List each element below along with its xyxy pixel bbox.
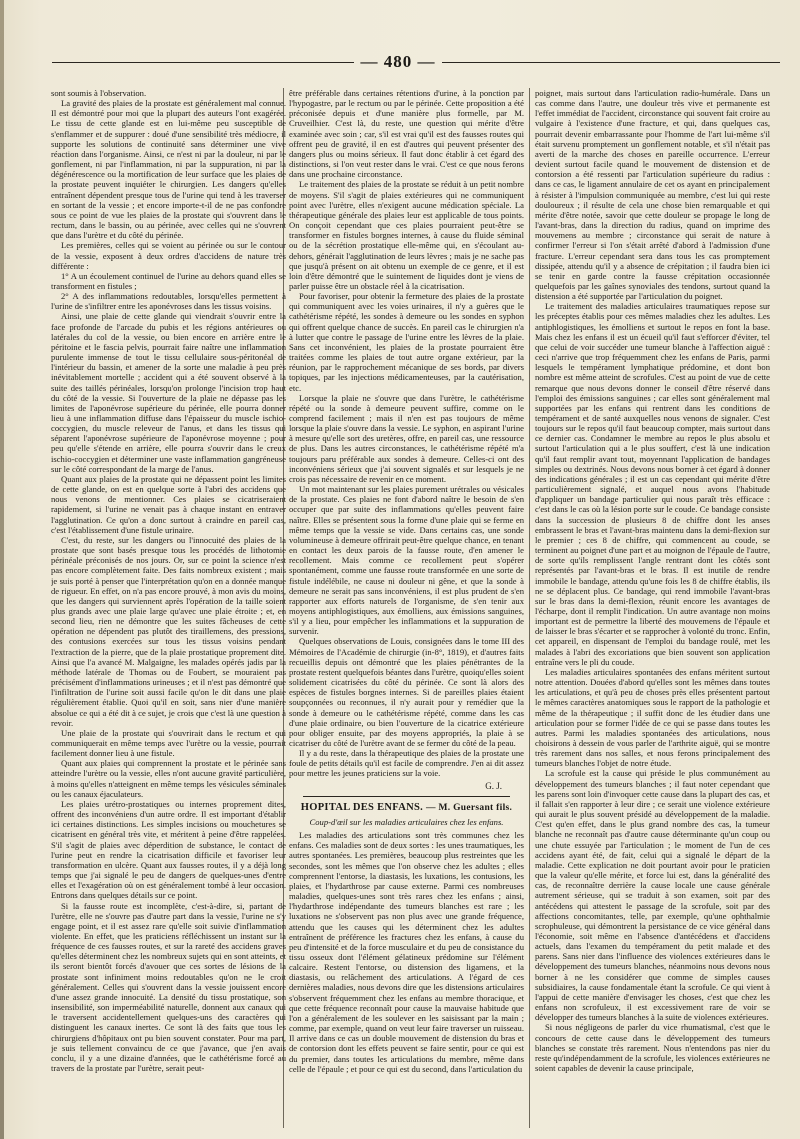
section-subtitle: Coup-d'œil sur les maladies articulaires chez les enfans.: [309, 816, 504, 827]
paragraph: C'est, du reste, sur les dangers ou l'innocuité des plaies de la prostate que sont basés presque tous les procédés de lithotomie périnéale préconisés de nos jours. Or, sur ce point la science n'est pas encore complètement faite. Des faits nombreux existent ; mais je suis porté à penser que l'interprétation qu'on en a donnée manque de rigueur. En effet, on n'a pas encore prouvé, à mon avis du moins, que les dangers qui surviennent après l'opération de la taille soient plus grands avec une plaie large qu'avec une plaie étroite ; et, en second lieu, rien ne démontre que les suites fâcheuses de cette opération ne dépendent pas plutôt des tiraillemens, des pressions, des contusions exercées sur tous les tissus voisins pendant l'extraction de la pierre, que de la plaie prostatique proprement dite. Ainsi que l'a avancé M. Malgaigne, les malades opérés jadis par la méthode latérale de Thomas ou de Foubert, se mouraient pas précisément d'inflammations urineuses ; et il n'est pas démontré que l'infiltration de l'urine soit aussi facile qu'on le dit dans une plaie régulièrement établie. Quoi qu'il en soit, sans nier d'une manière absolue ce qui a été dit à ce sujet, je crois que c'est là une question à revoir.: [51, 534, 286, 728]
column-middle: [289, 88, 524, 1133]
header-rule-right: [442, 62, 780, 63]
section-author: — M. Guersant fils.: [426, 802, 513, 813]
paragraph: La scrofule est la cause qui préside le plus communément au développement des tumeurs blanches ; il faut noter cependant que les parens sont loin d'invoquer cette cause dans la plupart des cas, et il fallait s'en rapporter à leur dire ; ce serait une violence extérieure qui aurait le plus souvent présidé au développement de la maladie. C'est qu'en effet, dans le plus grand nombre des cas, la tumeur blanche ne reconnaît pas d'autre cause déterminante qu'un coup ou une chute essuyée par l'articulation ; le moment de l'un de ces accidens ayant été, de fait, celui qui a signalé le départ de la maladie. Cette explication ne doit pourtant avoir pour le praticien que la valeur qu'elle mérite, et force lui est, dans la généralité des cas, de reconnaître derrière la cause locale une cause générale autrement sérieuse, qui se traduit à son examen, soit par des antécédens qui attestent le passage de la scrofule, soit par des affections concomitantes, telle, par exemple, qu'une ophthalmie scrophuleuse, qui démontrent la persistance de ce vice général dans l'économie, soit même en l'absence d'antécédens et d'accidens actuels, dans l'examen du tempérament du petit malade et des parens. Sans nier dans l'influence des violences extérieures dans le développement des tumeurs blanches, néanmoins nous devons nous borner à ne les considérer que comme de simples causes subsidiaires, la cause fondamentale étant la scrofule. Ce qui vient à l'appui de cette manière d'envisager les choses, c'est que chez les enfans non scrofuleux, il est excessivement rare de voir se développer des tumeurs blanches à la suite de violences extérieures.: [535, 768, 770, 1023]
section-heading: [289, 803, 524, 813]
column-divider: [529, 88, 530, 1128]
paragraph: Si la fausse route est incomplète, c'est-à-dire, si, partant de l'urètre, elle ne s'ouvre pas d'autre part dans la vessie, l'urine ne s'y engage point, et il est assez rare qu'elle soit suivie d'inflammation violente. En effet, que les praticiens réfléchissent un instant sur la fréquence de ces fausses routes, et sur la rareté des accidens graves qu'elles déterminent chez les nombreux sujets qui en sont atteints, et ils seront bientôt forcés d'avouer que ces sortes de lésions de la prostate sont infiniment moins redoutables qu'on ne le croit généralement. Celles qui s'ouvrent dans la vessie jouissent encore d'une assez grande innocuité. La densité du tissu prostatique, son insensibilité, son imperméabilité naturelle, donnent aux canaux qui le traversent accidentellement quelques-uns des caractères qui distinguent les canaux inertes. Ce sont là des faits que tous les chirurgiens d'hôpitaux ont pu bien souvent constater. Pour ma part, je suis tellement convaincu de ce que j'avance, que j'en avais conclu, il y a une dizaine d'années, que le cathétérisme forcé au travers de la prostate par l'urètre, serait peut-: [51, 900, 286, 1073]
header-rule-left: [52, 62, 354, 63]
article-signature: G. J.: [485, 780, 502, 791]
paragraph: La gravité des plaies de la prostate est généralement mal connue. Il est démontré pour moi que la plupart des auteurs l'ont exagérée. Le tissu de cette glande est en lui-même peu susceptible de s'enflammer et de suppurer : doué d'une sensibilité très médiocre, il supporte les solutions de continuité sans déterminer une vive réaction dans l'organisme. Ainsi, ce n'est ni par la douleur, ni par le gonflement, ni par l'inflammation, ni par la suppuration, ni par la dégénérescence ou la mortification de leur surface que les plaies de la prostate peuvent inquiéter le chirurgien. Les dangers qu'elles entraînent dépendent presque tous de l'urine qui tend à les traverser en sortant de la vessie ; et encore importe-t-il de ne pas confondre sous ce point de vue les plaies de la prostate qui s'ouvrent dans le rectum, dans le bassin, ou au périnée, avec celles qui ne s'ouvrent que dans l'urètre et du côté du périnée.: [51, 98, 286, 241]
paragraph: Si nous négligeons de parler du vice rhumatismal, c'est que le concours de cette cause dans le développement des tumeurs blanches se constate très rarement. Nous n'entendons pas nier du reste qu'indépendamment de la scrofule, les violences extérieures ne soient capables de devenir la cause principale,: [535, 1022, 770, 1073]
paragraph: être préférable dans certaines rétentions d'urine, à la ponction par l'hypogastre, par le rectum ou par le périnée. Cette proposition a été préconisée depuis et d'une manière plus formelle, par M. Cruveilhier. C'est là, du reste, une question qui mérite d'être examinée avec soin ; car, s'il est vrai qu'il est des fausses routes qui offrent peu de gravité, il en est d'autres qui peuvent présenter des dangers plus ou moins sérieux. Il faut donc établir à cet égard des distinctions, si l'on veut rester dans le vrai. C'est ce que nous ferons dans une prochaine circonstance.: [289, 88, 524, 180]
section-title: HOPITAL DES ENFANS.: [300, 801, 424, 813]
paragraph: Pour favoriser, pour obtenir la fermeture des plaies de la prostate qui communiquent avec les voies urinaires, il n'y a guères que le cathétérisme répété, les sondes à demeure ou les sondes en syphon qui offrent quelque chance de succès. En pareil cas le chirurgien n'a à lutter que contre le passage de l'urine entre les lèvres de la plaie. Sans cet inconvénient, les plaies de la prostate pourraient être traitées comme les plaies de tout autre organe extérieur, par la réunion, par le rapprochement mécanique de ses bords, par divers topiques, par les injections médicamenteuses, par la cautérisation, etc.: [289, 291, 524, 393]
page-edge: [0, 0, 4, 1139]
column-left: [51, 88, 286, 1133]
paragraph: poignet, mais surtout dans l'articulation radio-humérale. Dans un cas comme dans l'autre, une douleur très vive et permanente est l'effet immédiat de l'accident, circonstance qui souvent fait croire au vulgaire à l'existence d'une fracture, et qui, dans quelques cas, pourrait devenir embarrassante pour l'homme de l'art lui-même s'il était survenu promptement un gonflement notable, et s'il n'était pas averti de la marche des choses en pareille occurrence. L'erreur devient surtout facile quand le mouvement de distension et de contorsion a été ressenti par l'articulation supérieure du radius : dans ce cas, le ligament annulaire de cet os ayant en principalement à résister à l'impulsion communiquée au membre, c'est lui qui reste douloureux ; il résulte de cela une chose bien remarquable et qui mérite d'être notée, savoir que cette douleur se propage le long de l'avant-bras, dans la direction du radius, quand on imprime des mouvemens au membre ; circonstance qui serait de nature à confirmer l'erreur si l'on s'était arrêté d'abord à l'admission d'une fracture. L'erreur cependant sera dans tous les cas promptement dissipée, attendu qu'il y a absence de crépitation ; il faudra bien ici se tenir en garde contre la fausse crépitation occasionnée quelquefois par les gaînes synoviales des tendons, surtout quand la distension a été supportée par l'articulation du poignet.: [535, 88, 770, 302]
paragraph: Les plaies urétro-prostatiques ou internes proprement dites, offrent des inconvéniens d'un autre ordre. Il est important d'établir ici certaines distinctions. Les simples incisions ou mouchetures se cicatrisent en général très vite, et méritent à peine d'être rappelées. S'il s'agit de plaies avec déperdition de substance, le contact de l'urine peut en rendre la cicatrisation difficile et favoriser leur transformation en ulcère. Quant aux fausses routes, il y a déjà long temps que j'ai signalé le peu de dangers de quelques-unes d'entre elles et l'exagération où on est généralement tombé à leur occasion. Entrons dans quelques détails sur ce point.: [51, 798, 286, 901]
paragraph: Les maladies des articulations sont très communes chez les enfans. Ces maladies sont de deux sortes : les unes traumatiques, les autres spontanées. Les premières, beaucoup plus restreintes que les secondes, sont les mêmes que l'on observe chez les adultes ; elles comprennent l'entorse, la diastasis, les luxations, les contusions, les plaies, et l'hydarthrose par cause externe. Parmi ces nombreuses maladies, quelques-unes sont très rares chez les enfans ; ainsi, l'hydarthrose indépendante des tumeurs blanches est rare ; les luxations ne s'observent pas non plus avec une grande fréquence, attendu que les causes qui les déterminent chez les adultes entraînent de préférence les fractures chez les enfans, à cause du peu d'intensité et de la force musculaire et du peu de consistance du tissu osseux dont l'élément gélatineux prédomine sur l'élément calcaire. Restent l'entorse, ou distension des ligamens, et la diastasis, ou relâchement des articulations. A l'égard de ces dernières maladies, nous devons dire que les distensions articulaires s'observent fréquemment chez les enfans au membre thoracique, et que cette fréquence reconnaît pour cause la mauvaise habitude que l'on a généralement de les soulever en les saisissant par la main ; comme, par exemple, quand on veut leur faire traverser un ruisseau. Il arrive dans ce cas un double mouvement de distension du bras et de contorsion dont les effets peuvent se faire sentir, pour ce qui est du premier, dans toutes les articulations du membre, même dans celle de l'épaule ; et pour ce qui est du second, dans l'articulation du: [289, 830, 524, 1074]
paragraph: Il y a du reste, dans la thérapeutique des plaies de la prostate une foule de petits détails qu'il est facile de comprendre. J'en ai dit assez pour mettre les jeunes praticiens sur la voie.: [289, 748, 524, 779]
paragraph: Le traitement des maladies articulaires traumatiques repose sur les préceptes établis pour ces mêmes maladies chez les adultes. Les antiphlogistiques, les émolliens et surtout le repos en font la base. Mais chez les enfans il est un écueil qu'il faut s'efforcer d'éviter, tel que celui de voir succéder une tumeur blanche à l'affection aiguë : ceci n'arrive que trop fréquemment chez les enfans de Paris, parmi lesquels le tempérament lymphatique prédomine, et dont bon nombre est même atteint de scrofules. C'est au point de vue de cette remarque que nous devons donner le conseil d'être réservé dans l'emploi des émissions sanguines ; car elles sont généralement mal supportées par les enfans qui rentrent dans les conditions de tempérament et de santé auxquelles nous venons de signaler. C'est toujours sur le repos qu'il faut beaucoup compter, mais surtout dans ce dernier cas. Condamner le membre au repos le plus absolu et surtout l'articulation qui a le plus souffert, c'est là une indication qu'il faut remplir avant tout, moyennant l'application de bandages simples ou dextrinés. Nous devons nous borner à cet égard à donner des indications générales ; il est un cas cependant qui mérite d'être particulièrement signalé, et auquel nous avons l'habitude d'appliquer un bandage particulier qui nous paraît très efficace : c'est dans le cas où la lésion porte sur le coude. Ce bandage consiste dans la succession de plusieurs 8 de chiffre dont les anses embrassent le bras et l'avant-bras maintenu dans la demi-flexion sur le premier ; ces 8 de chiffre, qui commencent au coude, se terminent au poignet d'une part et au moignon de l'épaule de l'autre, de sorte qu'ils remplissent l'angle rentrant dont les côtés sont représentés par l'avant-bras et le bras. Il est inutile de rendre immobile le bandage, attendu qu'une fois les 8 de chiffre établis, ils ne se déplacent plus. Ce bandage, qui rend immobile l'avant-bras sur le bras dans la demi-flexion, réunit encore les avantages de l'écharpe, dont il remplit l'indication. Un autre avantage non moins important est de permettre la liberté des mouvemens de l'épaule et de laisser le bras s'écarter et se rapprocher à volonté du tronc. Enfin, cet appareil, en dispensant de l'emploi du bandage roulé, met les malades à l'abri des excoriations que bien souvent son application entraîne vers le pli du coude.: [535, 301, 770, 667]
list-item: 1° A un écoulement continuel de l'urine au dehors quand elles se transforment en fistules ;: [51, 270, 286, 291]
paragraph: Les premières, celles qui se voient au périnée ou sur le contour de la vessie, exposent à deux ordres d'accidens de nature très différente :: [51, 240, 286, 271]
paragraph: sont soumis à l'observation.: [51, 88, 147, 98]
paragraph: Un mot maintenant sur les plaies purement urétrales ou vésicales de la prostate. Ces plaies ne font d'abord naître le besoin de s'en occuper que par suite des inflammations qu'elles peuvent faire naître. Elles se présentent sous la forme d'une plaie qui se ferme en même temps que la vessie se vide. Dans certains cas, une sonde volumineuse à demeure offrirait peut-être quelque chance, en tenant en contact les deux parois de la fausse route, d'en amener le recollement. Mais comme ce recollement peut s'opérer spontanément, comme une fausse route transformée en une sorte de fistule indélébile, ne cause ni douleur ni gêne, et que la sonde à demeure ne serait pas sans inconvéniens, il est plus prudent de s'en rapporter aux efforts naturels de l'organisme, de s'en tenir aux moyens antiphlogistiques, aux émolliens, aux émissions sanguines, s'il y a lieu, pour empêcher les inflammations et la suppuration de survenir.: [289, 484, 524, 637]
paragraph: Lorsque la plaie ne s'ouvre que dans l'urètre, le cathétérisme répété ou la sonde à demeure peuvent suffire, comme on le comprend facilement ; mais il n'en est pas toujours de même lorsque la plaie s'ouvre dans la vessie. Le syphon, en aspirant l'urine à mesure qu'elle sort des uretères, offre, en pareil cas, une ressource de plus. Dans les autres circonstances, le cathétérisme répété m'a toujours paru préférable aux sondes à demeure. Celles-ci ont des inconvéniens sérieux que j'ai souvent signalés et sur lesquels je ne crois pas nécessaire de revenir en ce moment.: [289, 392, 524, 484]
paragraph: Une plaie de la prostate qui s'ouvrirait dans le rectum et qui communiquerait en même temps avec l'urètre ou la vessie, pourrait facilement donner lieu à une fistule.: [51, 727, 286, 759]
column-right: [535, 88, 770, 1133]
paragraph: Quant aux plaies qui comprennent la prostate et le périnée sans atteindre l'urètre ou la vessie, elles n'ont aucune gravité particulière, à moins qu'elles n'atteignent en même temps les vésicules séminales ou les canaux éjaculateurs.: [51, 758, 286, 799]
paragraph: Quant aux plaies de la prostate qui ne dépassent point les limites de cette glande, on est en quelque sorte à l'abri des accidens que nous venons de mentionner. Ces plaies se cicatriseraient rapidement, si l'urine ne venait pas à chaque instant en entraver l'agglutination. Ce qu'on a donc surtout à craindre en pareil cas, c'est l'établissement d'une fistule urinaire.: [51, 473, 286, 535]
paragraph: Le traitement des plaies de la prostate se réduit à un petit nombre de moyens. S'il s'agit de plaies extérieures qui ne communiquent point avec l'urètre, elles n'exigent aucune médication spéciale. La thérapeutique générale des plaies leur est applicable de tous points. On conçoit cependant que ces plaies pourraient peut-être se transformer en fistules borgnes internes, à cause du fluide séminal ou de la sécrétion prostatique elle-même qui, en s'écoulant au-dehors, générait l'agglutination de leurs lèvres ; mais je ne sache pas que jusqu'à présent on ait obtenu un exemple de ce genre, et il est loin d'être démontré que le suintement de liquides dont je viens de parler puisse être un obstacle réel à la cicatrisation.: [289, 179, 524, 291]
page-number: — 480 —: [360, 52, 436, 71]
section-separator: [303, 796, 510, 797]
paragraph: Ainsi, une plaie de cette glande qui viendrait s'ouvrir entre la face profonde de l'arcade du pubis et les régions antérieures ou latérales du col de la vessie, ou bien encore en arrière entre le péritoine et le fascia pelvis, pourrait faire naître une inflammation purulente immense de tout le tissu cellulaire sous-péritonéal de l'intérieur du bassin, et amener de la sorte une maladie à peu près inévitablement mortelle ; accident qui a été souvent observé à la suite des taillés périnéales, lorsqu'on prolonge l'incision trop haut du côté de la vessie. Si l'ouverture de la plaie ne dépasse pas les limites de l'aponévrose supérieure du périnée, elle pourra donner lieu à une inflammation diffuse dans l'épaisseur du muscle ischio-coccygien, du muscle releveur de l'anus, et dans les tissus qui séparent l'aponévrose supérieure de l'aponévrose moyenne ; pour peu qu'elle s'étende en arrière, elle pourra s'ouvrir dans le creux ischio-coccygien et déterminer une vaste inflammation gangréneuse sur le côté correspondant de la marge de l'anus.: [51, 311, 286, 474]
paragraph: Les maladies articulaires spontanées des enfans méritent surtout notre attention. Douées d'abord qu'elles sont les mêmes dans toutes les articulations, et qu'à peu de choses près elles présentent partout le mêmes caractères anatomiques sous le rapport de la pathologie et même de la thérapeutique ; il suffit donc de les étudier dans une articulation pour se former l'idée de ce qui se passe dans toutes les autres. Parmi les maladies spontanées des articulations, nous choisirons à dessein de vous parler de l'arthrite aiguë, qui se montre très rarement dans nos salles, et nous ferons principalement des tumeurs blanches l'objet de notre étude.: [535, 666, 770, 769]
list-item: 2° A des inflammations redoutables, lorsqu'elles permettent à l'urine de s'infiltrer entre les aponévroses dans les tissus voisins.: [51, 291, 286, 312]
paragraph: Quelques observations de Louis, consignées dans le tome III des Mémoires de l'Académie de chirurgie (in-8°, 1819), et d'autres faits recueillis depuis ont démontré que les plaies pénétrantes de la prostate restent quelquefois béantes dans l'urètre, quoiqu'elles soient solidement cicatrisées du côté du périnée. Ce sont là alors des espèces de fistules borgnes internes. Si de pareilles plaies étaient soupçonnées ou reconnues, il n'y aurait pour y remédier que la sonde à demeure ou le cathétérisme répété, comme dans les cas d'une plaie ordinaire, ou bien l'ouverture de la cicatrice extérieure pour obliger ensuite, par des moyens appropriés, la plaie à se cicatriser du côté de l'urètre avant de se fermer du côté de la peau.: [289, 636, 524, 748]
